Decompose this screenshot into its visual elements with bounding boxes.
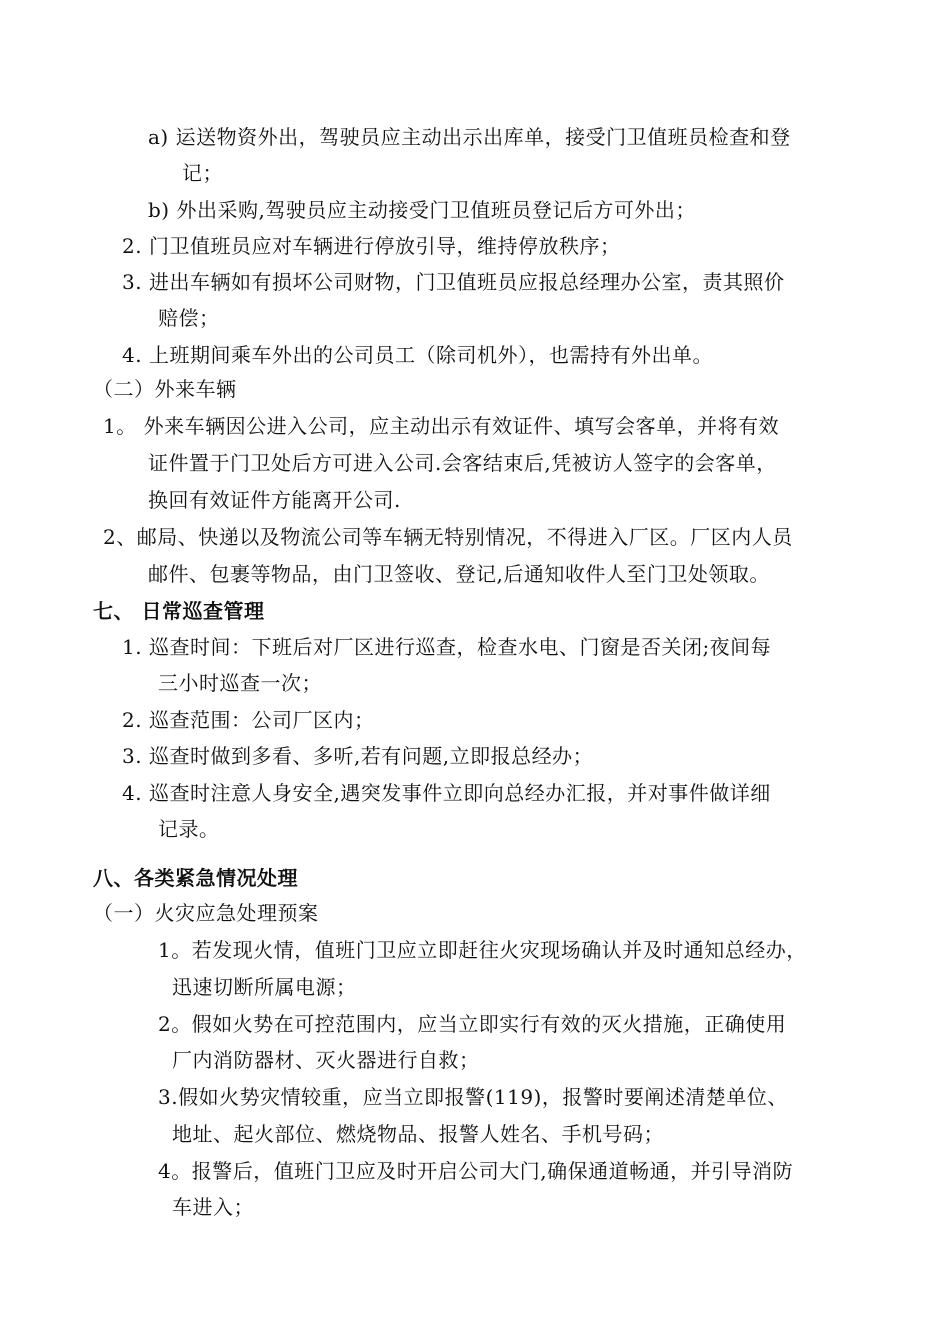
list-item-3: 3. 进出车辆如有损坏公司财物，门卫值班员应报总经理办公室，责其照价 — [122, 270, 785, 294]
fire-item-3: 3.假如火势灾情较重，应当立即报警(119)，报警时要阐述清楚单位、 — [158, 1085, 788, 1109]
fire-item-3-cont: 地址、起火部位、燃烧物品、报警人姓名、手机号码； — [172, 1122, 664, 1146]
external-item-1-cont-2: 换回有效证件方能离开公司. — [148, 488, 401, 512]
patrol-item-1-cont: 三小时巡查一次； — [158, 671, 322, 695]
list-item-a-continuation: 记； — [182, 161, 223, 185]
subheading-fire-plan: （一）火灾应急处理预案 — [93, 901, 319, 925]
subheading-external-vehicles: （二）外来车辆 — [93, 377, 237, 401]
list-item-4: 4. 上班期间乘车外出的公司员工（除司机外），也需持有外出单。 — [122, 343, 713, 367]
fire-item-2: 2。假如火势在可控范围内，应当立即实行有效的灭火措施，正确使用 — [158, 1012, 787, 1036]
fire-item-1: 1。若发现火情，值班门卫应立即赶往火灾现场确认并及时通知总经办， — [158, 938, 807, 962]
patrol-item-3: 3. 巡查时做到多看、多听,若有问题,立即报总经办； — [122, 744, 594, 768]
patrol-item-1: 1. 巡查时间：下班后对厂区进行巡查，检查水电、门窗是否关闭;夜间每 — [122, 635, 772, 659]
external-item-2: 2、邮局、快递以及物流公司等车辆无特别情况，不得进入厂区。厂区内人员 — [103, 525, 793, 549]
external-item-1-cont-1: 证件置于门卫处后方可进入公司.会客结束后,凭被访人签字的会客单， — [148, 451, 777, 475]
external-item-2-cont: 邮件、包裹等物品，由门卫签收、登记,后通知收件人至门卫处领取。 — [148, 562, 770, 586]
external-item-1: 1。 外来车辆因公进入公司，应主动出示有效证件、填写会客单，并将有效 — [103, 414, 780, 438]
fire-item-2-cont: 厂内消防器材、灭火器进行自救； — [172, 1048, 480, 1072]
fire-item-1-cont: 迅速切断所属电源； — [172, 975, 357, 999]
patrol-item-4-cont: 记录。 — [158, 817, 220, 841]
patrol-item-4: 4. 巡查时注意人身安全,遇突发事件立即向总经办汇报，并对事件做详细 — [122, 781, 771, 805]
list-item-b: b) 外出采购,驾驶员应主动接受门卫值班员登记后方可外出； — [148, 198, 696, 222]
section-heading-8: 八、各类紧急情况处理 — [93, 866, 298, 890]
list-item-2: 2. 门卫值班员应对车辆进行停放引导，维持停放秩序； — [122, 234, 621, 258]
list-item-a: a) 运送物资外出，驾驶员应主动出示出库单，接受门卫值班员检查和登 — [148, 125, 791, 149]
section-heading-7: 七、 日常巡查管理 — [93, 599, 265, 623]
fire-item-4: 4。报警后，值班门卫应及时开启公司大门,确保通道畅通，并引导消防 — [158, 1159, 794, 1183]
fire-item-4-cont: 车进入； — [172, 1195, 254, 1219]
list-item-3-continuation: 赔偿； — [158, 306, 220, 330]
patrol-item-2: 2. 巡查范围：公司厂区内； — [122, 708, 375, 732]
